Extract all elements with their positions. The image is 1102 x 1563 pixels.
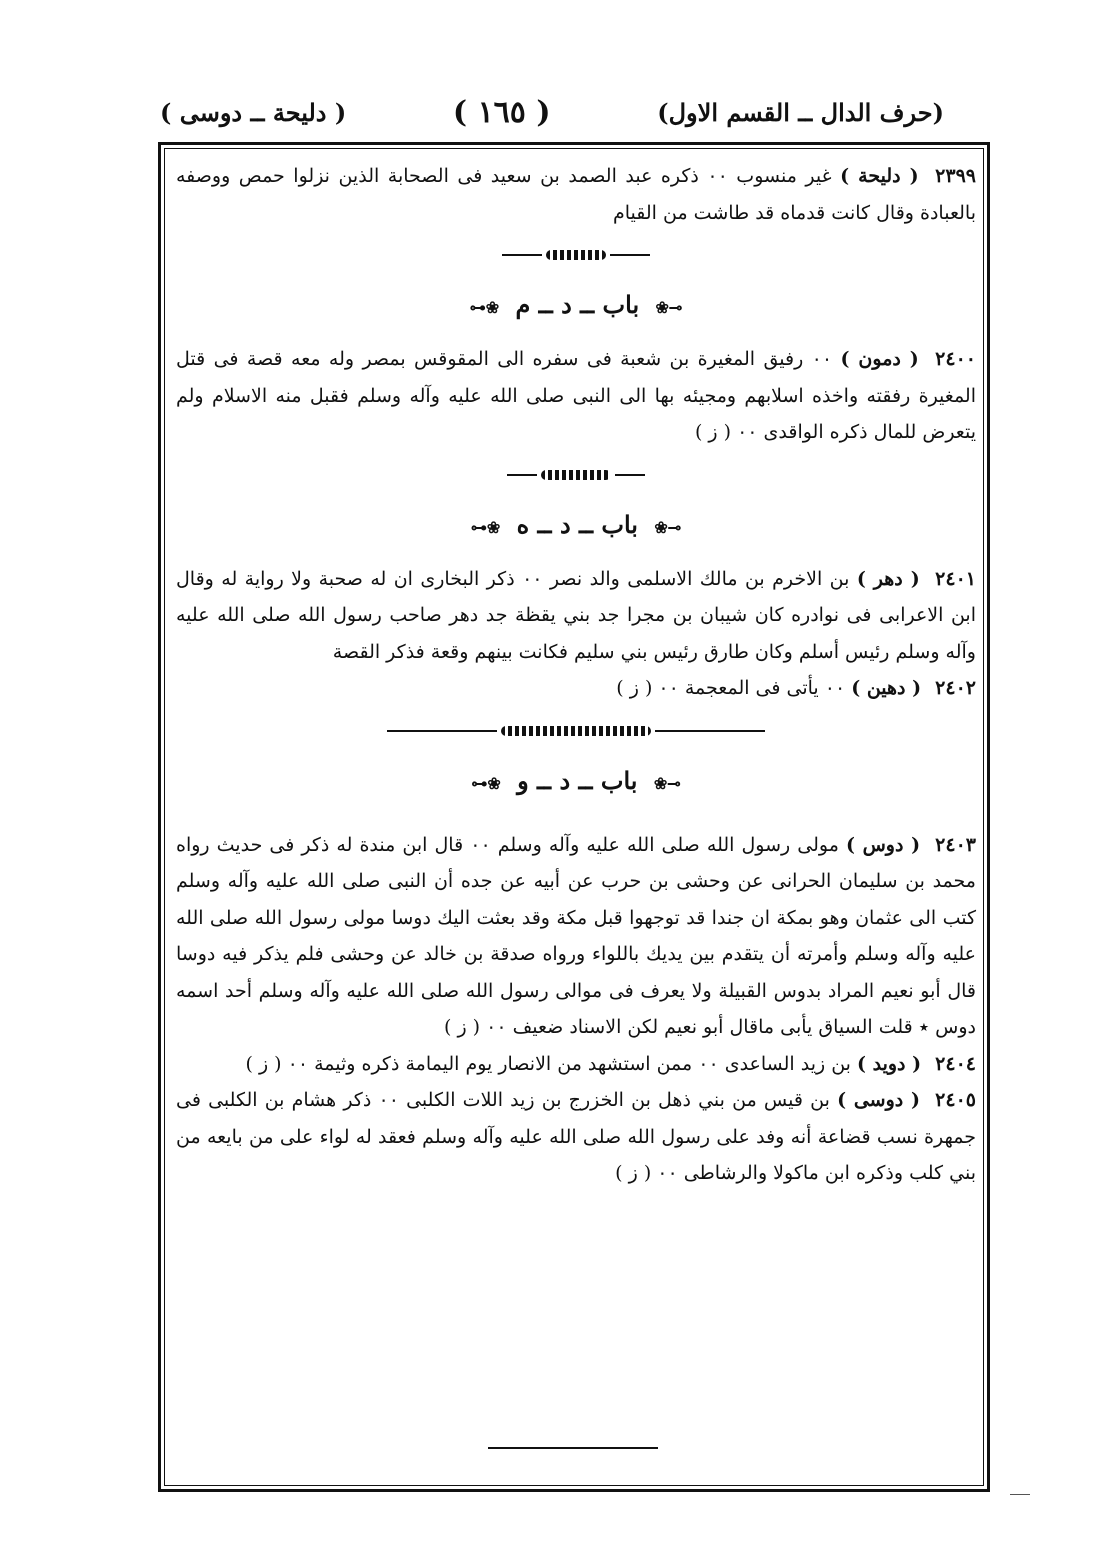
header-section-title: (حرف الدال ــ القسم الاول) — [657, 97, 944, 127]
chapter-heading-dw: ⊸❀ باب ــ د ــ و ❀⊷ — [471, 765, 681, 795]
header-entry-range: ( دليحة ــ دوسى ) — [160, 97, 347, 127]
entry-name: ( دوسى ) — [837, 1089, 920, 1111]
margin-mark — [1010, 1494, 1030, 1495]
entry-number: ٢٣٩٩ — [935, 165, 976, 187]
separator-ornament — [176, 461, 976, 489]
entry-2401 — [176, 561, 976, 671]
entry-text: بن الاخرم بن مالك الاسلمى والد نصر ٠٠ ذكر البخارى ان له صحبة ولا رواية له وقال ابن الاعرابى فى نوادره كان شيبان بن مجرا جد بني يقظة جد دهر صاحب رسول الله صلى الله عليه وآله وسلم رئيس أسلم وكان طارق رئيس بني سليم فكانت بينهم وقعة فذكر القصة — [176, 567, 976, 663]
separator-ornament — [176, 717, 976, 745]
page-number: ( ١٦٥ ) — [452, 94, 551, 130]
entry-2399 — [176, 158, 976, 231]
entry-number: ٢٤٠٣ — [935, 833, 976, 856]
entry-text: ٠٠ يأتى فى المعجمة ٠٠ ( ز ) — [616, 677, 846, 699]
chapter-heading-dh: ⊸❀ باب ــ د ــ ه ❀⊷ — [470, 509, 682, 539]
ornament-icon: ⊸❀ — [655, 298, 683, 317]
entry-2404 — [176, 1046, 976, 1083]
ornament-icon: ❀⊷ — [469, 298, 500, 317]
entry-2405 — [176, 1082, 976, 1192]
entry-2402 — [176, 670, 976, 707]
entry-2400 — [176, 341, 976, 451]
ornament-icon: ❀⊷ — [470, 517, 501, 537]
chapter-heading-dm: ⊸❀ باب ــ د ــ م ❀⊷ — [469, 290, 683, 319]
entry-number: ٢٤٠١ — [935, 567, 976, 590]
page-content — [176, 158, 976, 1478]
entry-name: ( دمون ) — [840, 348, 919, 370]
entry-name: ( دهر ) — [856, 567, 920, 590]
entry-text: غير منسوب ٠٠ ذكره عبد الصمد بن سعيد فى الصحابة الذين نزلوا حمص ووصفه بالعبادة وقال كانت قدماه قد طاشت من القيام — [176, 165, 976, 224]
ornament-icon: ⊸❀ — [653, 773, 681, 793]
entry-number: ٢٤٠٤ — [935, 1052, 976, 1075]
entry-2403 — [176, 827, 976, 1046]
entry-text: مولى رسول الله صلى الله عليه وآله وسلم ٠٠ قال ابن مندة له ذكر فى حديث رواه محمد بن سليمان الحرانى عن وحشى بن حرب عن أبيه عن جده أن النبى صلى الله عليه وآله وسلم كتب الى عثمان وهو بمكة ان جندا قد توجهوا قبل مكة وقد بعثت اليك دوسا مولى رسول الله صلى الله عليه وآله وسلم وأمرته أن يتقدم بين يديك باللواء ورواه صدقة بن خالد عن وحشى فلم يذكر فيه دوسا قال أبو نعيم المراد بدوس القبيلة ولا يعرف فى موالى رسول الله صلى الله عليه وآله وسلم أحد اسمه دوس ٭ قلت السياق يأبى ماقال أبو نعيم لكن الاسناد ضعيف ٠٠ ( ز ) — [176, 833, 976, 1038]
page-header — [160, 88, 944, 136]
entry-text: بن زيد الساعدى ٠٠ ممن استشهد من الانصار يوم اليمامة ذكره وثيمة ٠٠ ( ز ) — [245, 1052, 851, 1075]
entry-number: ٢٤٠٢ — [935, 677, 976, 699]
entry-name: ( دليحة ) — [840, 165, 919, 187]
entry-text: بن قيس من بني ذهل بن الخزرج بن زيد اللات الكلبى ٠٠ ذكر هشام بن الكلبى فى جمهرة نسب قضاعة أنه وفد على رسول الله صلى الله عليه وآله وسلم فعقد له لواء على من بايعه من بني كلب وذكره ابن ماكولا والرشاطى ٠٠ ( ز ) — [176, 1089, 976, 1184]
entry-name: ( دوس ) — [845, 833, 921, 856]
separator-ornament — [176, 241, 976, 269]
ornament-icon: ❀⊷ — [471, 773, 501, 793]
entry-number: ٢٤٠٥ — [935, 1089, 976, 1111]
entry-number: ٢٤٠٠ — [935, 348, 976, 370]
entry-name: ( دهين ) — [851, 677, 922, 699]
entry-text: ٠٠ رفيق المغيرة بن شعبة فى سفره الى المقوقس بمصر وله معه قصة فى قتل المغيرة رفقته واخذه اسلابهم ومجيئه بها الى النبى صلى الله عليه وآله وسلم فقبل منه الاسلام ولم يتعرض للمال ذكره الواقدى ٠٠ ( ز ) — [176, 348, 976, 443]
closing-rule — [488, 1447, 658, 1449]
entry-name: ( دويد ) — [857, 1052, 922, 1075]
ornament-icon: ⊸❀ — [654, 517, 682, 537]
